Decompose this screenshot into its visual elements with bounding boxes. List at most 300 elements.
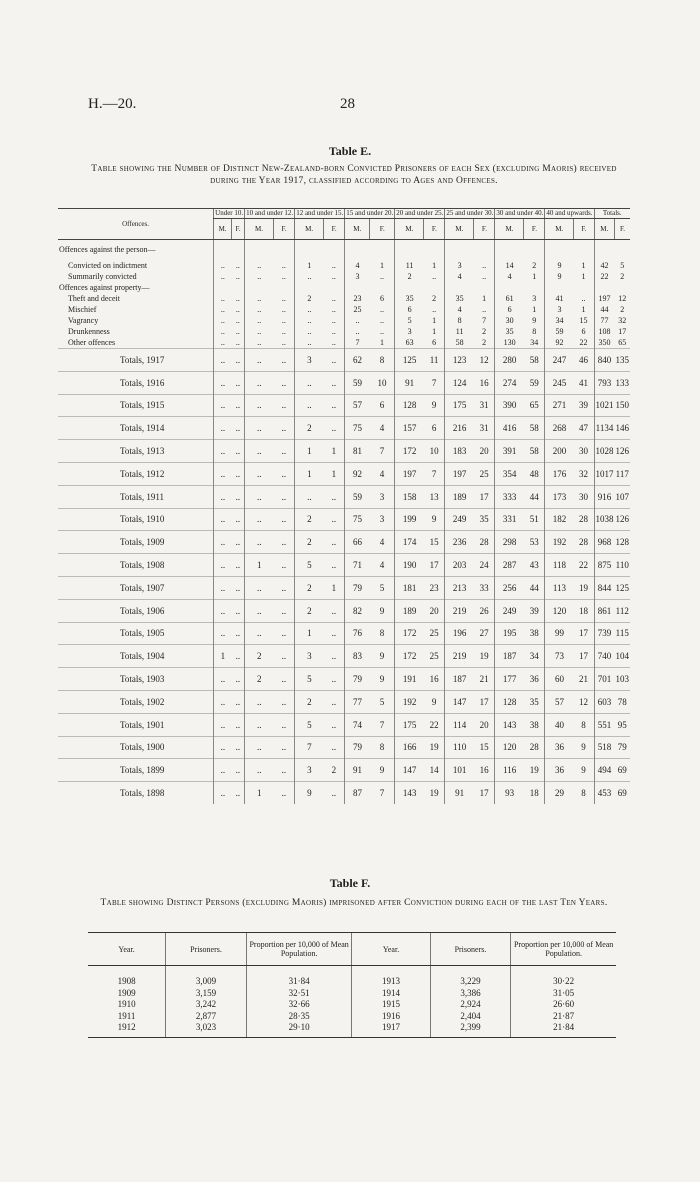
table-cell: [474, 282, 495, 293]
table-cell: 518: [594, 736, 615, 759]
table-cell: 29·10: [246, 1022, 352, 1037]
row-label: Totals, 1905: [58, 622, 214, 645]
table-cell: ..: [295, 271, 324, 282]
table-cell: [370, 282, 395, 293]
table-cell: 51: [524, 508, 545, 531]
table-cell: ..: [331, 260, 336, 270]
table-cell: [424, 282, 445, 293]
male-column-header: M.: [445, 219, 474, 240]
table-cell: 2,399: [430, 1022, 511, 1037]
table-cell: 2: [482, 326, 487, 336]
table-cell: 2: [295, 690, 324, 713]
table-cell: 74: [345, 713, 370, 736]
table-cell: 9: [545, 271, 574, 282]
table-cell: 9: [370, 645, 395, 668]
table-cell: 1: [532, 304, 537, 314]
table-cell: 189: [395, 599, 424, 622]
table-cell: 187: [445, 668, 474, 691]
table-cell: ..: [245, 736, 274, 759]
table-cell: 26·60: [511, 999, 616, 1011]
table-cell: 19: [573, 576, 594, 599]
table-cell: 8: [370, 736, 395, 759]
table-cell: 1913: [352, 966, 430, 988]
table-cell: 48: [524, 462, 545, 485]
table-cell: 3: [370, 485, 395, 508]
table-cell: [345, 282, 370, 293]
table-cell: ..: [214, 782, 232, 804]
table-cell: ..: [231, 736, 244, 759]
table-cell: 19: [424, 736, 445, 759]
table-cell: ..: [235, 260, 240, 270]
table-cell: 3: [445, 260, 474, 271]
row-label: Vagrancy: [68, 315, 99, 325]
table-e: [58, 208, 630, 804]
table-cell: 6: [370, 394, 395, 417]
table-cell: 5: [370, 690, 395, 713]
table-cell: 36: [524, 668, 545, 691]
table-cell: 82: [345, 599, 370, 622]
offence-row: [58, 282, 630, 293]
table-cell: ..: [273, 599, 294, 622]
table-cell: [370, 240, 395, 261]
table-cell: 65: [524, 394, 545, 417]
table-cell: 8: [445, 315, 474, 326]
table-cell: 183: [445, 440, 474, 463]
row-label: Totals, 1917: [58, 349, 214, 372]
table-cell: 20: [474, 713, 495, 736]
female-column-header: F.: [231, 219, 244, 240]
table-cell: 146: [615, 417, 631, 440]
table-cell: [545, 240, 574, 261]
table-cell: 17: [573, 645, 594, 668]
table-cell: 118: [545, 554, 574, 577]
table-cell: 1: [380, 337, 385, 347]
table-cell: 44: [594, 304, 615, 315]
table-cell: ..: [214, 508, 232, 531]
table-cell: ..: [281, 271, 286, 281]
table-cell: 203: [445, 554, 474, 577]
table-cell: ..: [273, 508, 294, 531]
table-cell: 1914: [352, 988, 430, 1000]
table-cell: 5: [295, 713, 324, 736]
table-cell: ..: [235, 315, 240, 325]
table-cell: 116: [495, 759, 524, 782]
table-cell: 44: [524, 485, 545, 508]
table-cell: 2: [324, 759, 345, 782]
totals-row: [58, 736, 630, 759]
table-cell: 147: [445, 690, 474, 713]
column-header: Prisoners.: [430, 933, 511, 966]
table-cell: ..: [324, 690, 345, 713]
table-cell: 81: [345, 440, 370, 463]
totals-row: [58, 371, 630, 394]
table-cell: 192: [545, 531, 574, 554]
table-cell: 25: [474, 462, 495, 485]
table-cell: ..: [324, 349, 345, 372]
table-cell: 8: [370, 622, 395, 645]
age-group-header: 12 and under 15.: [296, 209, 344, 217]
table-cell: ..: [273, 668, 294, 691]
table-cell: ..: [281, 260, 286, 270]
table-cell: 2,924: [430, 999, 511, 1011]
table-cell: 130: [495, 337, 524, 349]
table-cell: [445, 240, 474, 261]
table-cell: ..: [231, 462, 244, 485]
table-cell: 44: [524, 576, 545, 599]
table-cell: ..: [380, 315, 385, 325]
table-cell: 9: [532, 315, 537, 325]
male-column-header: M.: [545, 219, 574, 240]
table-cell: ..: [245, 599, 274, 622]
table-cell: 59: [524, 371, 545, 394]
table-cell: [273, 282, 294, 293]
row-label: Totals, 1902: [58, 690, 214, 713]
table-cell: ..: [324, 371, 345, 394]
table-cell: 3: [295, 349, 324, 372]
totals-rows: [58, 349, 630, 804]
table-cell: ..: [331, 293, 336, 303]
table-row: [88, 1022, 616, 1037]
table-row: [88, 966, 616, 988]
table-cell: 1: [214, 645, 232, 668]
table-cell: 114: [445, 713, 474, 736]
table-cell: [245, 282, 274, 293]
table-cell: ..: [331, 304, 336, 314]
table-cell: 53: [524, 531, 545, 554]
table-cell: 1: [324, 440, 345, 463]
table-cell: [231, 282, 244, 293]
row-label: Convicted on indictment: [68, 260, 148, 270]
table-cell: 33: [474, 576, 495, 599]
table-cell: ..: [482, 304, 487, 314]
table-cell: 75: [345, 417, 370, 440]
table-cell: 58: [524, 417, 545, 440]
table-cell: 123: [445, 349, 474, 372]
table-cell: 1017: [594, 462, 615, 485]
table-cell: 69: [615, 782, 631, 804]
table-cell: ..: [281, 293, 286, 303]
table-cell: 75: [345, 508, 370, 531]
table-cell: [214, 282, 232, 293]
row-label: Totals, 1898: [58, 782, 214, 804]
totals-row: [58, 576, 630, 599]
table-cell: 7: [345, 337, 370, 349]
table-cell: 1: [581, 260, 586, 270]
table-cell: 124: [445, 371, 474, 394]
table-cell: 5: [370, 576, 395, 599]
table-cell: ..: [231, 713, 244, 736]
row-label: Totals, 1916: [58, 371, 214, 394]
table-cell: 30·22: [511, 966, 616, 988]
table-cell: ..: [324, 645, 345, 668]
table-cell: 92: [345, 462, 370, 485]
table-cell: 32·66: [246, 999, 352, 1011]
table-cell: 18: [573, 599, 594, 622]
offence-row: [58, 293, 630, 304]
table-cell: 213: [445, 576, 474, 599]
table-cell: 187: [495, 645, 524, 668]
table-cell: 701: [594, 668, 615, 691]
table-cell: 4: [445, 304, 474, 315]
table-cell: 1916: [352, 1011, 430, 1023]
table-cell: ..: [214, 713, 232, 736]
table-cell: 1028: [594, 440, 615, 463]
table-cell: ..: [273, 371, 294, 394]
table-f-title: Table F.: [329, 876, 371, 890]
totals-row: [58, 531, 630, 554]
male-column-header: M.: [395, 219, 424, 240]
table-cell: 1: [432, 260, 437, 270]
table-cell: 107: [615, 485, 631, 508]
row-label: Totals, 1901: [58, 713, 214, 736]
table-cell: ..: [324, 394, 345, 417]
table-cell: ..: [214, 668, 232, 691]
table-cell: [524, 282, 545, 293]
table-cell: 19: [474, 645, 495, 668]
table-cell: 3,009: [166, 966, 247, 988]
table-cell: 7: [424, 462, 445, 485]
offence-row: [58, 304, 630, 315]
row-label: Theft and deceit: [68, 293, 120, 303]
table-cell: ..: [245, 371, 274, 394]
table-cell: 219: [445, 645, 474, 668]
table-cell: 166: [395, 736, 424, 759]
table-cell: 1912: [88, 1022, 166, 1037]
age-group-header: 15 and under 20.: [346, 209, 394, 217]
table-cell: ..: [235, 326, 240, 336]
table-cell: ..: [273, 394, 294, 417]
table-cell: 9: [370, 759, 395, 782]
table-cell: 30: [495, 315, 524, 326]
table-cell: 150: [615, 394, 631, 417]
age-group-header: 40 and upwards.: [546, 209, 593, 217]
table-cell: 110: [445, 736, 474, 759]
table-cell: 91: [395, 371, 424, 394]
table-cell: 35: [395, 293, 424, 304]
table-cell: 189: [445, 485, 474, 508]
table-cell: ..: [380, 304, 385, 314]
table-cell: 1917: [352, 1022, 430, 1037]
table-cell: ..: [214, 485, 232, 508]
table-cell: 1038: [594, 508, 615, 531]
table-cell: ..: [235, 271, 240, 281]
table-cell: ..: [231, 417, 244, 440]
totals-row: [58, 508, 630, 531]
table-cell: 7: [370, 782, 395, 804]
totals-row: [58, 645, 630, 668]
table-row: [88, 1011, 616, 1023]
table-cell: 41: [573, 371, 594, 394]
table-cell: ..: [281, 337, 286, 347]
table-cell: ..: [324, 713, 345, 736]
table-cell: 6: [424, 417, 445, 440]
table-cell: [324, 240, 345, 261]
totals-row: [58, 782, 630, 804]
row-label: Summarily convicted: [68, 271, 137, 281]
table-cell: 13: [424, 485, 445, 508]
table-cell: 39: [573, 394, 594, 417]
table-cell: ..: [214, 394, 232, 417]
table-cell: 143: [395, 782, 424, 804]
table-cell: [395, 240, 424, 261]
totals-row: [58, 713, 630, 736]
table-cell: 14: [495, 260, 524, 271]
totals-row: [58, 349, 630, 372]
table-cell: ..: [581, 293, 586, 303]
table-cell: ..: [273, 462, 294, 485]
table-cell: 30: [573, 440, 594, 463]
table-cell: 4: [370, 417, 395, 440]
table-cell: 25: [345, 304, 370, 315]
table-cell: ..: [273, 349, 294, 372]
table-cell: 9: [370, 668, 395, 691]
table-cell: ..: [231, 554, 244, 577]
table-cell: 2,877: [166, 1011, 247, 1023]
table-cell: ..: [214, 462, 232, 485]
male-column-header: M.: [495, 219, 524, 240]
table-cell: ..: [245, 462, 274, 485]
totals-row: [58, 417, 630, 440]
totals-row: [58, 599, 630, 622]
table-cell: ..: [273, 531, 294, 554]
table-cell: ..: [245, 759, 274, 782]
table-cell: 298: [495, 531, 524, 554]
table-cell: 17: [474, 690, 495, 713]
table-cell: [594, 240, 615, 261]
table-cell: 1134: [594, 417, 615, 440]
table-cell: 12: [573, 690, 594, 713]
table-cell: 1911: [117, 1010, 136, 1021]
table-cell: ..: [231, 645, 244, 668]
table-cell: 793: [594, 371, 615, 394]
table-cell: 78: [615, 690, 631, 713]
offence-row: [58, 260, 630, 271]
table-e-title: Table E.: [328, 144, 372, 158]
totals-row: [58, 485, 630, 508]
table-cell: 249: [445, 508, 474, 531]
row-label: Other offences: [68, 337, 116, 347]
table-cell: 256: [495, 576, 524, 599]
female-column-header: F.: [573, 219, 594, 240]
table-cell: 197: [594, 293, 615, 304]
table-cell: 22: [424, 713, 445, 736]
female-column-header: F.: [370, 219, 395, 240]
table-cell: ..: [273, 417, 294, 440]
table-cell: 1: [581, 271, 586, 281]
table-cell: 31: [474, 394, 495, 417]
table-cell: 157: [395, 417, 424, 440]
table-cell: 3: [295, 645, 324, 668]
table-cell: [231, 240, 244, 261]
table-cell: ..: [231, 668, 244, 691]
table-cell: 861: [594, 599, 615, 622]
table-cell: 2: [295, 508, 324, 531]
table-cell: 181: [395, 576, 424, 599]
table-cell: 390: [495, 394, 524, 417]
table-cell: ..: [281, 304, 286, 314]
table-cell: 57: [345, 394, 370, 417]
table-cell: 3: [545, 304, 574, 315]
table-cell: 6: [380, 293, 385, 303]
table-cell: 63: [395, 337, 424, 349]
table-cell: 36: [545, 736, 574, 759]
table-cell: 79: [345, 736, 370, 759]
table-cell: 249: [495, 599, 524, 622]
table-cell: 603: [594, 690, 615, 713]
table-cell: ..: [231, 371, 244, 394]
female-column-header: F.: [424, 219, 445, 240]
table-cell: 31·05: [511, 988, 616, 1000]
table-cell: ..: [273, 736, 294, 759]
table-cell: 175: [445, 394, 474, 417]
table-cell: 42: [594, 260, 615, 271]
table-cell: ..: [482, 260, 487, 270]
table-cell: ..: [245, 576, 274, 599]
offences-header: Offences.: [58, 209, 214, 240]
table-cell: 95: [615, 713, 631, 736]
table-cell: 2: [295, 531, 324, 554]
table-cell: ..: [231, 622, 244, 645]
table-cell: 2: [295, 599, 324, 622]
page-number: 28: [340, 96, 355, 112]
table-cell: ..: [324, 554, 345, 577]
table-cell: 200: [545, 440, 574, 463]
table-cell: ..: [214, 260, 232, 271]
totals-row: [58, 440, 630, 463]
table-cell: 1021: [594, 394, 615, 417]
table-cell: ..: [380, 326, 385, 336]
row-label: Totals, 1906: [58, 599, 214, 622]
table-cell: 453: [594, 782, 615, 804]
table-cell: 1: [245, 554, 274, 577]
table-cell: [573, 282, 594, 293]
table-cell: 58: [524, 440, 545, 463]
table-cell: 77: [345, 690, 370, 713]
table-cell: ..: [231, 440, 244, 463]
table-cell: 245: [545, 371, 574, 394]
table-cell: 199: [395, 508, 424, 531]
table-cell: ..: [432, 271, 437, 281]
table-cell: 1: [295, 462, 324, 485]
table-cell: 174: [395, 531, 424, 554]
table-cell: ..: [432, 304, 437, 314]
table-cell: [424, 240, 445, 261]
male-column-header: M.: [245, 219, 274, 240]
table-cell: ..: [295, 485, 324, 508]
table-cell: 125: [615, 576, 631, 599]
table-cell: 195: [495, 622, 524, 645]
table-cell: 274: [495, 371, 524, 394]
table-cell: 32: [618, 315, 627, 325]
table-cell: 57: [545, 690, 574, 713]
table-cell: 9: [573, 759, 594, 782]
table-cell: 60: [545, 668, 574, 691]
table-cell: 3: [532, 293, 537, 303]
table-cell: [615, 240, 631, 261]
table-cell: ..: [214, 326, 232, 337]
table-cell: 11: [445, 326, 474, 337]
table-cell: 8: [573, 782, 594, 804]
table-cell: 4: [445, 271, 474, 282]
table-cell: 354: [495, 462, 524, 485]
table-cell: ..: [214, 315, 232, 326]
table-cell: [324, 282, 345, 293]
table-cell: 6: [581, 326, 586, 336]
table-cell: 59: [545, 326, 574, 337]
table-cell: 83: [345, 645, 370, 668]
table-cell: 3: [345, 271, 370, 282]
table-cell: 91: [345, 759, 370, 782]
